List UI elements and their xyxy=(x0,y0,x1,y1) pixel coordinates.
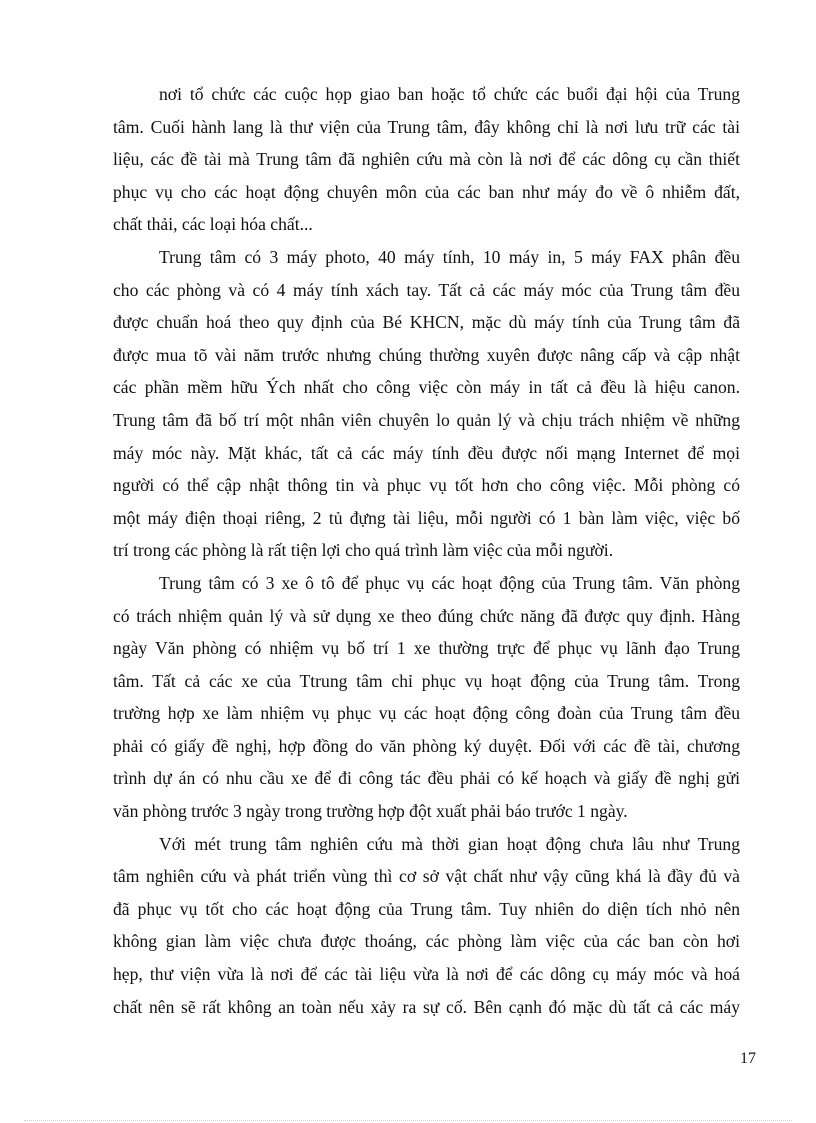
text-line: các phần mềm hữu Ých nhất cho công việc còn máy in tất cả đều là hiệu canon. xyxy=(113,377,740,398)
text-line: phải có giấy đề nghị, hợp đồng do văn phòng ký duyệt. Đối với các đề tài, chương xyxy=(113,735,740,756)
text-line: văn phòng trước 3 ngày trong trường hợp đột xuất phải báo trước 1 ngày. xyxy=(113,801,628,822)
text-line: Trung tâm có 3 máy photo, 40 máy tính, 10 máy in, 5 máy FAX phân đều xyxy=(159,246,740,267)
text-line: phục vụ cho các hoạt động chuyên môn của các ban như máy đo về ô nhiễm đất, xyxy=(113,181,740,202)
text-line: có trách nhiệm quản lý và sử dụng xe theo đúng chức năng đã được quy định. Hàng xyxy=(113,605,740,626)
text-line: ngày Văn phòng có nhiệm vụ bố trí 1 xe thường trực để phục vụ lãnh đạo Trung xyxy=(113,638,740,659)
text-line: cho các phòng và có 4 máy tính xách tay. Tất cả các máy móc của Trung tâm đều xyxy=(113,279,740,300)
text-line: tâm nghiên cứu và phát triển vùng thì cơ sở vật chất như vậy cũng khá là đầy đủ và xyxy=(113,866,740,887)
body-text xyxy=(113,78,740,1023)
text-line: một máy điện thoại riêng, 2 tủ đựng tài liệu, mỗi người có 1 bàn làm việc, việc bố xyxy=(113,507,740,528)
text-line: Trung tâm có 3 xe ô tô để phục vụ các hoạt động của Trung tâm. Văn phòng xyxy=(159,572,740,593)
text-line: chất thải, các loại hóa chất... xyxy=(113,214,313,235)
page-bottom-divider xyxy=(24,1120,792,1121)
text-line: liệu, các đề tài mà Trung tâm đã nghiên cứu mà còn là nơi để các dông cụ cần thiết xyxy=(113,149,740,170)
text-line: Với mét trung tâm nghiên cứu mà thời gian hoạt động chưa lâu như Trung xyxy=(159,833,740,854)
text-line: tâm. Cuối hành lang là thư viện của Trung tâm, đây không chỉ là nơi lưu trữ các tài xyxy=(113,116,740,137)
text-line: máy móc này. Mặt khác, tất cả các máy tính đều được nối mạng Internet để mọi xyxy=(113,442,740,463)
page-number: 17 xyxy=(740,1050,756,1067)
text-line: tâm. Tất cả các xe của Ttrung tâm chỉ phục vụ hoạt động của Trung tâm. Trong xyxy=(113,670,740,691)
text-line: được chuẩn hoá theo quy định của Bé KHCN, mặc dù máy tính của Trung tâm đã xyxy=(113,312,740,333)
text-line: người có thể cập nhật thông tin và phục vụ tốt hơn cho công việc. Mỗi phòng có xyxy=(113,475,740,496)
text-line: đã phục vụ tốt cho các hoạt động của Trung tâm. Tuy nhiên do diện tích nhỏ nên xyxy=(113,898,740,919)
text-line: được mua tõ vài năm trước nhưng chúng thường xuyên được nâng cấp và cập nhật xyxy=(113,344,740,365)
text-line: hẹp, thư viện vừa là nơi để các tài liệu vừa là nơi để các dông cụ máy móc và hoá xyxy=(113,964,740,985)
text-line: Trung tâm đã bố trí một nhân viên chuyên lo quản lý và chịu trách nhiệm về những xyxy=(113,409,740,430)
text-line: trường hợp xe làm nhiệm vụ phục vụ các hoạt động công đoàn của Trung tâm đều xyxy=(113,703,740,724)
text-line: trình dự án có nhu cầu xe để đi công tác đều phải có kế hoạch và giấy đề nghị gửi xyxy=(113,768,740,789)
text-line: nơi tổ chức các cuộc họp giao ban hoặc tổ chức các buổi đại hội của Trung xyxy=(159,84,740,104)
text-line: trí trong các phòng là rất tiện lợi cho quá trình làm việc của mỗi người. xyxy=(113,540,614,561)
text-line: chất nên sẽ rất không an toàn nếu xảy ra sự cố. Bên cạnh đó mặc dù tất cả các máy xyxy=(113,996,740,1017)
text-line: không gian làm việc chưa được thoáng, các phòng làm việc của các ban còn hơi xyxy=(113,931,740,952)
